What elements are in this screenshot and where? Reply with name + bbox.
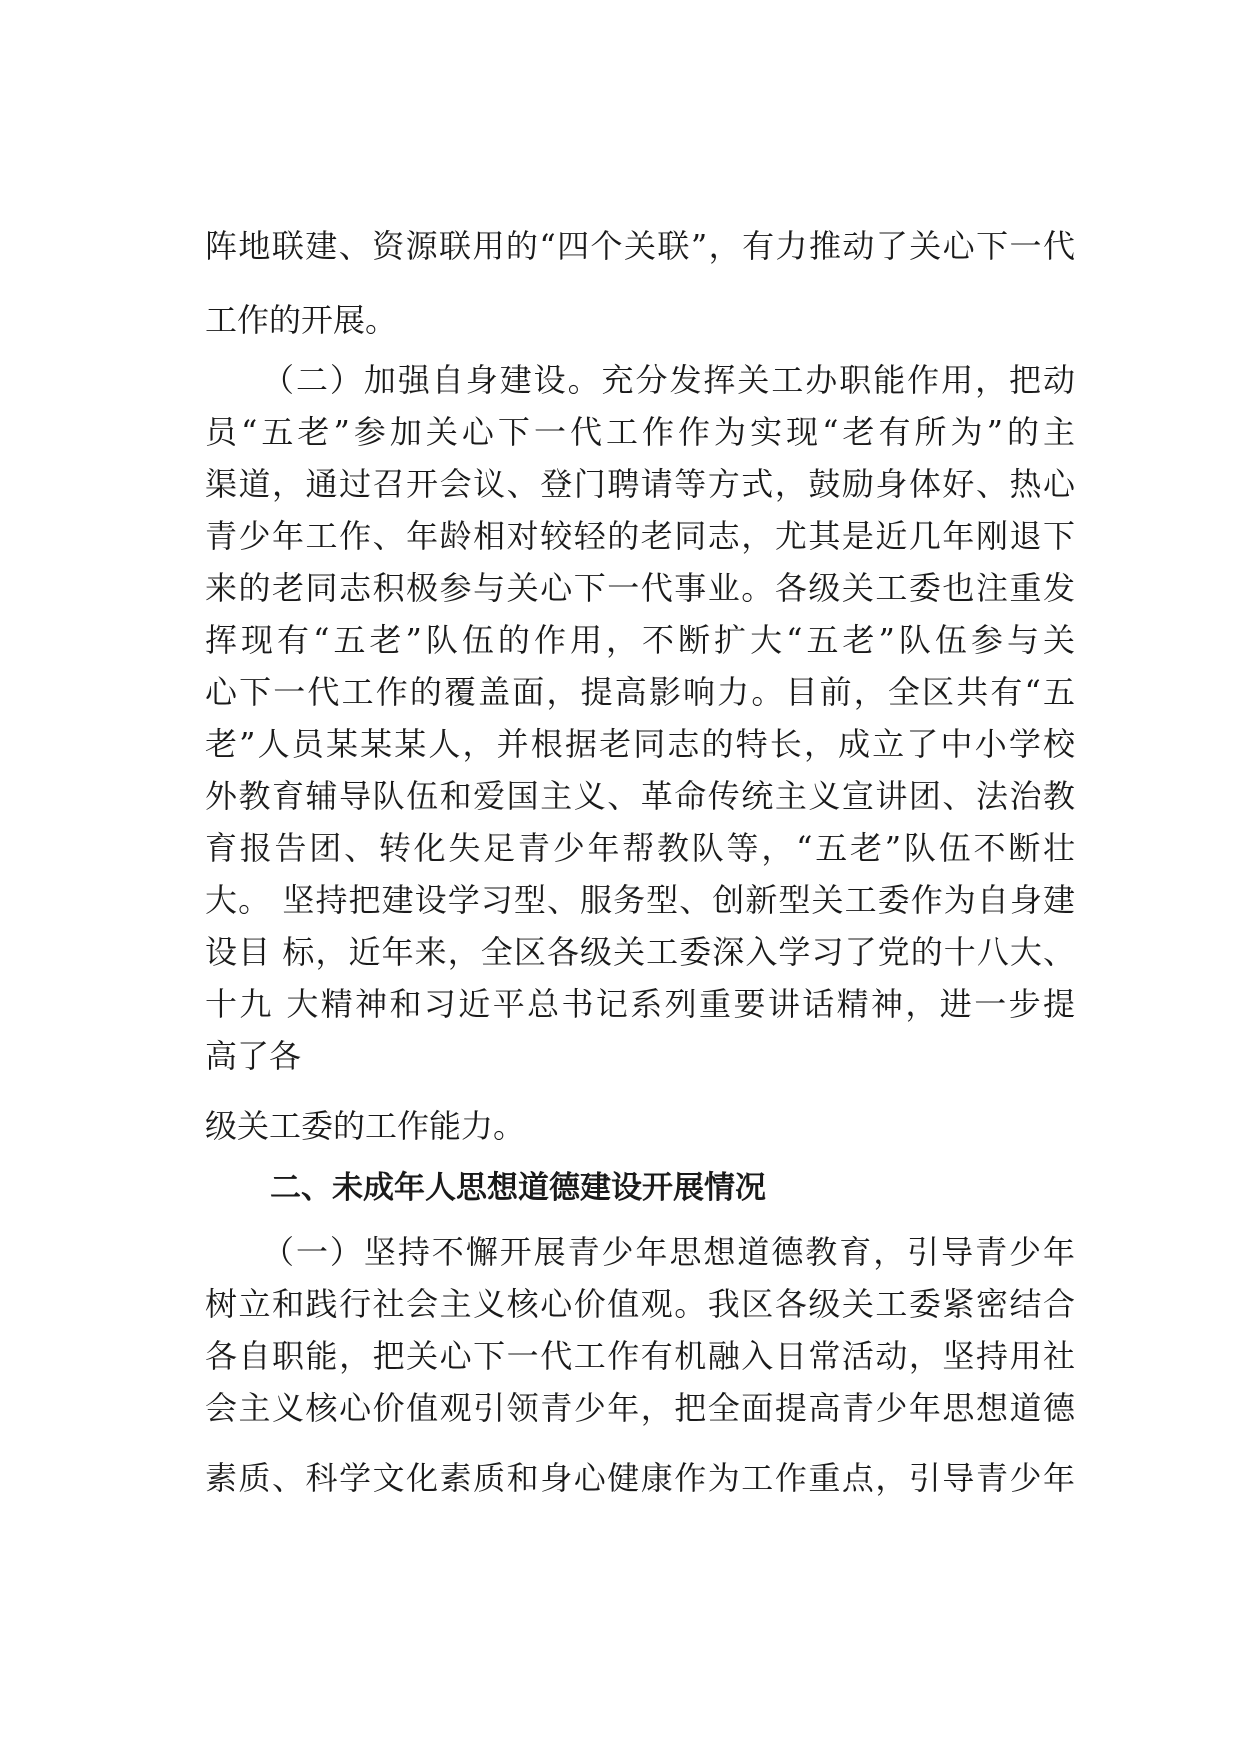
paragraph-start: （二）加强自身建设。充分发挥关工办职能作用，把动 <box>262 361 1075 399</box>
text-line: 各自职能，把关心下一代工作有机融入日常活动，坚持用社 <box>205 1337 1075 1375</box>
text-line: 十九 大精神和习近平总书记系列重要讲话精神，进一步提 <box>205 985 1075 1023</box>
section-heading: 二、未成年人思想道德建设开展情况 <box>270 1170 766 1206</box>
text-line: 青少年工作、年龄相对较轻的老同志，尤其是近几年刚退下 <box>205 517 1075 555</box>
paragraph-start: （一）坚持不懈开展青少年思想道德教育，引导青少年 <box>262 1233 1075 1271</box>
text-line: 心下一代工作的覆盖面，提高影响力。目前，全区共有“五 <box>205 673 1075 711</box>
text-line: 高了各 <box>205 1037 302 1075</box>
text-line: 外教育辅导队伍和爱国主义、革命传统主义宣讲团、法治教 <box>205 777 1075 815</box>
text-line: 挥现有“五老”队伍的作用，不断扩大“五老”队伍参与关 <box>205 621 1075 659</box>
text-line: 大。 坚持把建设学习型、服务型、创新型关工委作为自身建 <box>205 881 1075 919</box>
text-line: 老”人员某某某人，并根据老同志的特长，成立了中小学校 <box>205 725 1075 763</box>
text-line: 工作的开展。 <box>205 301 398 339</box>
text-line: 员“五老”参加关心下一代工作作为实现“老有所为”的主 <box>205 413 1075 451</box>
text-line: 来的老同志积极参与关心下一代事业。各级关工委也注重发 <box>205 569 1075 607</box>
text-line: 级关工委的工作能力。 <box>205 1107 526 1145</box>
text-line: 阵地联建、资源联用的“四个关联”，有力推动了关心下一代 <box>205 227 1075 265</box>
text-line: 素质、科学文化素质和身心健康作为工作重点，引导青少年 <box>205 1459 1075 1497</box>
text-line: 育报告团、转化失足青少年帮教队等，“五老”队伍不断壮 <box>205 829 1075 867</box>
text-line: 渠道，通过召开会议、登门聘请等方式，鼓励身体好、热心 <box>205 465 1075 503</box>
text-line: 树立和践行社会主义核心价值观。我区各级关工委紧密结合 <box>205 1285 1075 1323</box>
text-line: 会主义核心价值观引领青少年，把全面提高青少年思想道德 <box>205 1389 1075 1427</box>
text-line: 设目 标，近年来，全区各级关工委深入学习了党的十八大、 <box>205 933 1075 971</box>
